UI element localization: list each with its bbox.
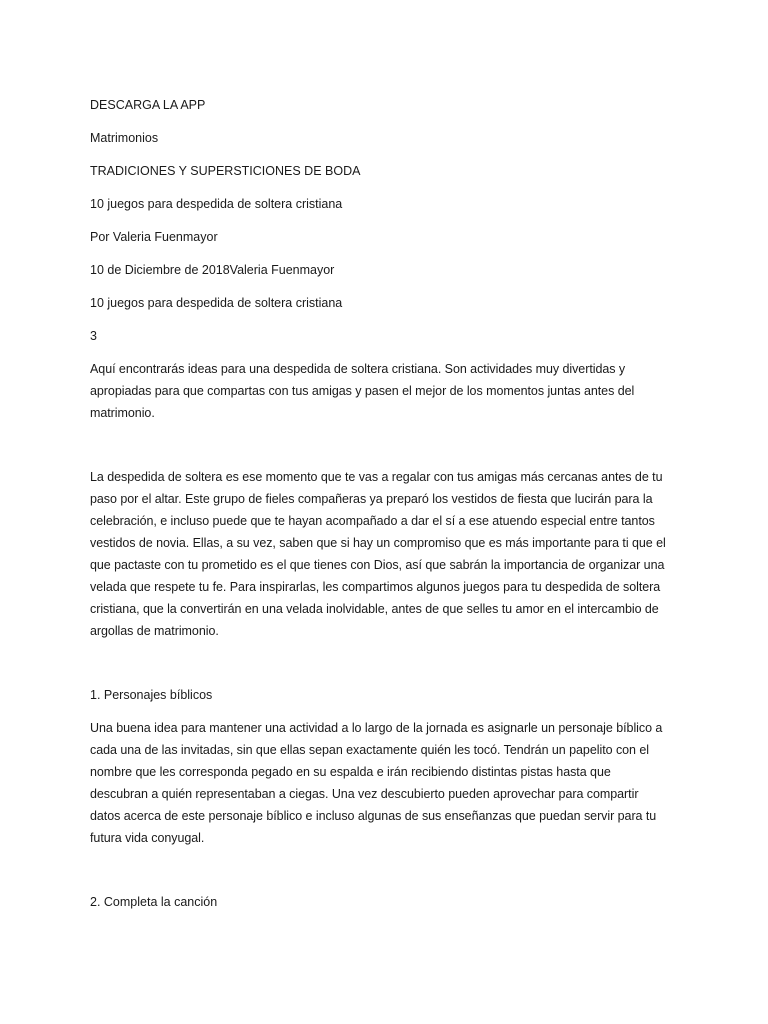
body-line: vestidos de novia. Ellas, a su vez, saben que si hay un compromiso que es más importante para ti que el	[90, 536, 666, 550]
body-line: paso por el altar. Este grupo de fieles compañeras ya preparó los vestidos de fiesta que lucirán para la	[90, 492, 653, 506]
body-line: velada que respete tu fe. Para inspirarlas, les compartimos algunos juegos para tu despedida de soltera	[90, 580, 661, 594]
article-title-repeat: 10 juegos para despedida de soltera cristiana	[90, 296, 343, 310]
section1-line: cada una de las invitadas, sin que ellas sepan exactamente quién les tocó. Tendrán un papelito con el	[90, 743, 649, 757]
body-paragraph	[90, 466, 680, 642]
section1-line: nombre que les corresponda pegado en su espalda e irán recibiendo distintas pistas hasta que	[90, 765, 611, 779]
section-heading-2: 2. Completa la canción	[90, 895, 218, 909]
article-title: 10 juegos para despedida de soltera cristiana	[90, 197, 343, 211]
body-line: cristiana, que la convertirán en una velada inolvidable, antes de que selles tu amor en el intercambio de	[90, 602, 659, 616]
intro-line: matrimonio.	[90, 406, 155, 420]
document-page	[90, 94, 680, 924]
body-line: que pactaste con tu prometido es el que tienes con Dios, así que sabrán la importancia de organizar una	[90, 558, 665, 572]
author-byline: Por Valeria Fuenmayor	[90, 230, 218, 244]
body-line: celebración, e incluso puede que te hayan acompañado a dar el sí a ese atuendo especial entre tantos	[90, 514, 655, 528]
section1-line: Una buena idea para mantener una actividad a lo largo de la jornada es asignarle un personaje bíblico a	[90, 721, 663, 735]
intro-paragraph	[90, 358, 680, 424]
section1-line: descubran a quién representaban a ciegas. Una vez descubierto pueden aprovechar para compartir	[90, 787, 639, 801]
intro-line: apropiadas para que compartas con tus amigas y pasen el mejor de los momentos juntas antes del	[90, 384, 635, 398]
section1-line: futura vida conyugal.	[90, 831, 205, 845]
body-line: La despedida de soltera es ese momento que te vas a regalar con tus amigas más cercanas antes de tu	[90, 470, 663, 484]
subcategory-label: TRADICIONES Y SUPERSTICIONES DE BODA	[90, 164, 361, 178]
section1-line: datos acerca de este personaje bíblico e incluso algunas de sus enseñanzas que puedan servir para tu	[90, 809, 657, 823]
section-heading-1: 1. Personajes bíblicos	[90, 688, 213, 702]
body-line: argollas de matrimonio.	[90, 624, 219, 638]
section1-paragraph	[90, 717, 680, 849]
intro-line: Aquí encontrarás ideas para una despedida de soltera cristiana. Son actividades muy divertidas y	[90, 362, 626, 376]
comment-count: 3	[90, 329, 97, 343]
date-author-line: 10 de Diciembre de 2018Valeria Fuenmayor	[90, 263, 335, 277]
nav-link-download-app: DESCARGA LA APP	[90, 98, 206, 112]
category-label: Matrimonios	[90, 131, 159, 145]
